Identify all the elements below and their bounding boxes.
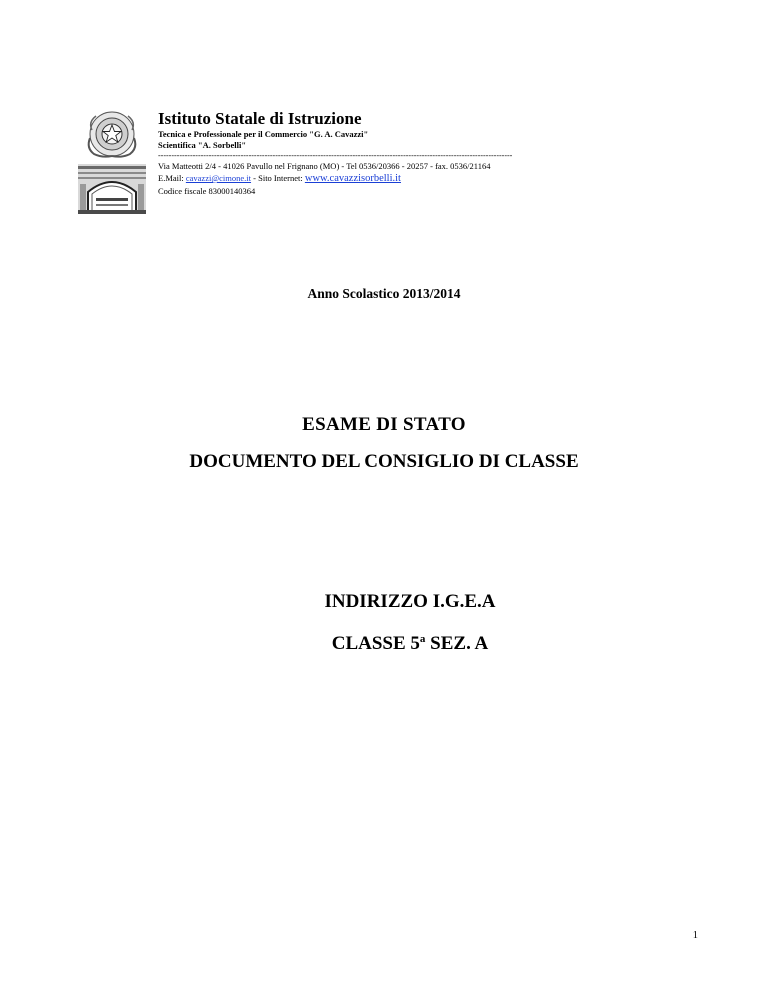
exam-title: ESAME DI STATO <box>302 414 466 435</box>
email-label: E.Mail: <box>158 173 186 183</box>
logo-column <box>78 108 150 216</box>
page-number: 1 <box>692 930 698 941</box>
website-link[interactable]: www.cavazzisorbelli.it <box>304 173 401 184</box>
contact-line <box>158 172 638 185</box>
site-label: - Sito Internet: <box>251 173 305 183</box>
institute-name: Istituto Statale di Istruzione <box>158 109 362 128</box>
document-title: DOCUMENTO DEL CONSIGLIO DI CLASSE <box>189 451 579 472</box>
class-section <box>0 633 768 655</box>
class-prefix: CLASSE 5 <box>331 633 420 654</box>
class-superscript: a <box>419 633 426 645</box>
italian-republic-emblem-icon <box>78 108 146 160</box>
class-suffix: SEZ. A <box>425 633 489 654</box>
fiscal-code: Codice fiscale 83000140364 <box>158 186 256 196</box>
school-year: Anno Scolastico 2013/2014 <box>307 286 461 301</box>
institute-header <box>158 109 638 197</box>
institute-address: Via Matteotti 2/4 - 41026 Pavullo nel Frignano (MO) - Tel 0536/20366 - 20257 - fax. 0536/21164 <box>158 161 491 171</box>
institute-subline-scientific: Scientifica "A. Sorbelli" <box>158 140 247 150</box>
header-separator: ------------------------------------------------------------------------------------------------------------------------------------- <box>158 151 513 160</box>
study-address: INDIRIZZO I.G.E.A <box>324 591 496 612</box>
institute-subline-commerce: Tecnica e Professionale per il Commercio "G. A. Cavazzi" <box>158 129 369 139</box>
email-link[interactable]: cavazzi@cimone.it <box>185 173 252 183</box>
school-building-icon <box>78 162 146 216</box>
